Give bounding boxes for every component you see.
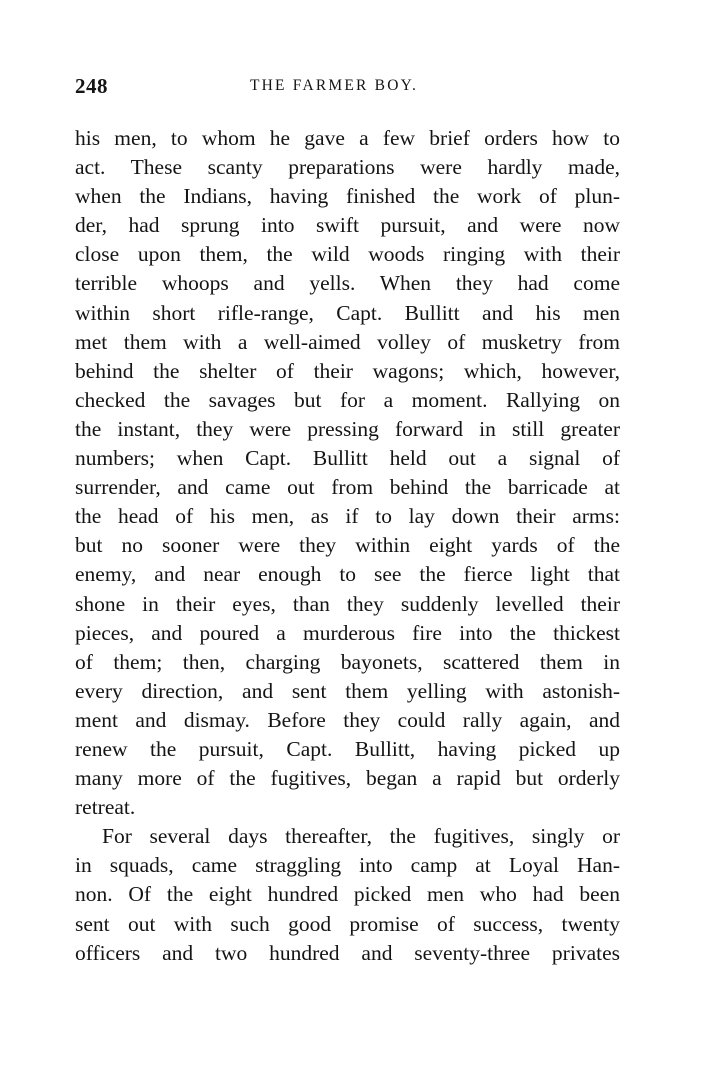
text-line: close upon them, the wild woods ringing with their	[75, 242, 620, 267]
text-line: renew the pursuit, Capt. Bullitt, having picked up	[75, 736, 620, 761]
text-line: non. Of the eight hundred picked men who had been	[75, 882, 620, 907]
text-line: but no sooner were they within eight yards of the	[75, 533, 620, 558]
text-line: act. These scanty preparations were hardly made,	[75, 155, 620, 180]
text-line: sent out with such good promise of success, twenty	[75, 911, 620, 936]
text-line: behind the shelter of their wagons; which, however,	[75, 358, 620, 383]
text-line: enemy, and near enough to see the fierce light that	[75, 562, 620, 587]
text-line: checked the savages but for a moment. Rallying on	[75, 387, 620, 412]
text-line: his men, to whom he gave a few brief orders how to	[75, 126, 620, 150]
text-line: met them with a well-aimed volley of musketry from	[75, 329, 620, 354]
paragraph-start-line: For several days thereafter, the fugitives, singly or	[102, 824, 620, 849]
text-line: surrender, and came out from behind the barricade at	[75, 475, 620, 500]
body-text	[75, 124, 620, 968]
text-line: the head of his men, as if to lay down their arms:	[75, 504, 620, 529]
running-title: THE FARMER BOY.	[250, 77, 419, 94]
text-line: numbers; when Capt. Bullitt held out a signal of	[75, 446, 620, 471]
text-line: of them; then, charging bayonets, scattered them in	[75, 649, 620, 674]
text-line: terrible whoops and yells. When they had come	[75, 271, 620, 296]
text-line: every direction, and sent them yelling with astonish-	[75, 678, 620, 703]
text-line: pieces, and poured a murderous fire into the thickest	[75, 620, 620, 645]
text-line: ment and dismay. Before they could rally again, and	[75, 707, 620, 732]
text-line: the instant, they were pressing forward in still greater	[75, 416, 620, 441]
running-head	[75, 74, 620, 102]
text-line: officers and two hundred and seventy-three privates	[75, 940, 620, 965]
text-line: within short rifle-range, Capt. Bullitt and his men	[75, 300, 620, 325]
text-line: when the Indians, having finished the work of plun-	[75, 184, 620, 209]
text-line: shone in their eyes, than they suddenly levelled their	[75, 591, 620, 616]
page-number: 248	[75, 74, 108, 98]
paragraph-end-line: retreat.	[75, 795, 136, 820]
text-line: in squads, came straggling into camp at Loyal Han-	[75, 853, 620, 878]
text-line: der, had sprung into swift pursuit, and were now	[75, 213, 620, 238]
text-line: many more of the fugitives, began a rapid but orderly	[75, 766, 620, 791]
